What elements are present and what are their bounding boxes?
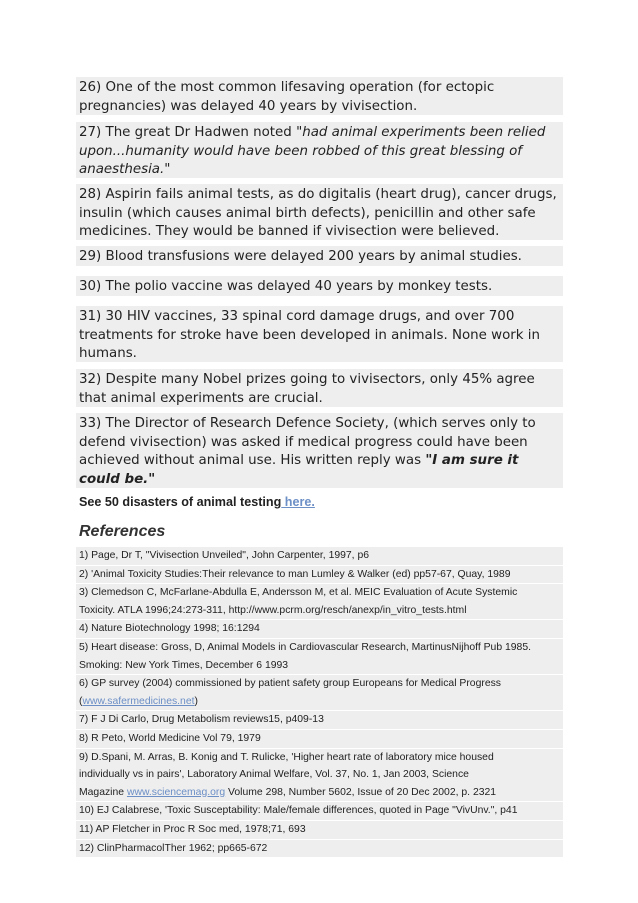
reference-11: 11) AP Fletcher in Proc R Soc med, 1978;71, 693 xyxy=(76,821,563,840)
sciencemag-link[interactable]: www.sciencemag.org xyxy=(126,786,226,798)
fact-29-text: 29) Blood transfusions were delayed 200 years by animal studies. xyxy=(79,249,522,264)
fact-32 xyxy=(76,369,563,407)
reference-4: 4) Nature Biotechnology 1998; 16:1294 xyxy=(76,620,563,639)
fact-27 xyxy=(76,122,563,178)
reference-3-line-1: 3) Clemedson C, McFarlane-Abdulla E, Andersson M, et al. MEIC Evaluation of Acute Systemic xyxy=(79,587,518,599)
fact-26-text: 26) One of the most common lifesaving operation (for ectopic pregnancies) was delayed 40 years by vivisection. xyxy=(79,80,495,114)
reference-6-line-2 xyxy=(76,693,563,712)
reference-1: 1) Page, Dr T, "Vivisection Unveiled", John Carpenter, 1997, p6 xyxy=(76,547,563,566)
reference-5-line-1: 5) Heart disease: Gross, D, Animal Models in Cardiovascular Research, MartinusNijhoff Pub 1985. xyxy=(79,641,532,653)
reference-8: 8) R Peto, World Medicine Vol 79, 1979 xyxy=(76,730,563,749)
fact-27-quote: "had animal experiments been relied upon...humanity would have been robbed of this great blessing of anaesthesia." xyxy=(79,125,546,178)
reference-6-close: ) xyxy=(194,695,198,707)
reference-10: 10) EJ Calabrese, 'Toxic Susceptability: Male/female differences, quoted in Page "VivUnv.", p41 xyxy=(76,802,563,821)
references-heading: References xyxy=(79,523,166,540)
fact-33 xyxy=(76,413,563,488)
fact-33-text: 33) The Director of Research Defence Society, (which serves only to defend vivisection) was asked if medical progress could have been achieved without animal use. His written reply was xyxy=(79,416,536,469)
reference-9-line-1: 9) D.Spani, M. Arras, B. Konig and T. Rulicke, 'Higher heart rate of laboratory mice housed xyxy=(79,751,494,763)
fact-33-quote: "I am sure it could be." xyxy=(79,453,519,487)
references-list xyxy=(76,547,563,858)
reference-7: 7) F J Di Carlo, Drug Metabolism reviews15, p409-13 xyxy=(76,711,563,730)
reference-9-line-2: individually vs in pairs', Laboratory Animal Welfare, Vol. 37, No. 1, Jan 2003, Science xyxy=(79,769,469,781)
safermedicines-link[interactable]: www.safermedicines.net xyxy=(82,695,195,707)
fact-30 xyxy=(76,276,563,296)
reference-12: 12) ClinPharmacolTher 1962; pp665-672 xyxy=(76,840,563,859)
fact-31 xyxy=(76,306,563,362)
fact-32-text: 32) Despite many Nobel prizes going to vivisectors, only 45% agree that animal experiments are crucial. xyxy=(79,372,535,406)
fact-28-text: 28) Aspirin fails animal tests, as do digitalis (heart drug), cancer drugs, insulin (which causes animal birth defects), penicillin and other safe medicines. They would be banned if vivisection were believed. xyxy=(79,187,557,240)
fact-28 xyxy=(76,184,563,240)
reference-2: 2) 'Animal Toxicity Studies:Their relevance to man Lumley & Walker (ed) pp57-67, Quay, 1989 xyxy=(76,566,563,585)
see-more-line xyxy=(79,495,315,509)
fact-27-text: 27) The great Dr Hadwen noted xyxy=(79,125,297,140)
fact-26 xyxy=(76,77,563,115)
reference-3-line-2: Toxicity. ATLA 1996;24:273-311, http://www.pcrm.org/resch/anexp/in_vitro_tests.html xyxy=(76,602,563,621)
reference-6-open: ( xyxy=(79,695,83,707)
here-link[interactable]: here. xyxy=(281,495,315,509)
reference-6-line-1: 6) GP survey (2004) commissioned by patient safety group Europeans for Medical Progress xyxy=(79,678,501,690)
fact-29 xyxy=(76,246,563,266)
reference-9-line-3 xyxy=(76,784,563,803)
reference-9-magazine: Magazine xyxy=(79,786,127,798)
reference-5-line-2: Smoking: New York Times, December 6 1993 xyxy=(76,657,563,676)
see-more-text: See 50 disasters of animal testing xyxy=(79,495,282,509)
fact-30-text: 30) The polio vaccine was delayed 40 years by monkey tests. xyxy=(79,279,493,294)
fact-31-text: 31) 30 HIV vaccines, 33 spinal cord damage drugs, and over 700 treatments for stroke have been developed in animals. None work in humans. xyxy=(79,309,541,362)
reference-9-details: Volume 298, Number 5602, Issue of 20 Dec 2002, p. 2321 xyxy=(225,786,497,798)
